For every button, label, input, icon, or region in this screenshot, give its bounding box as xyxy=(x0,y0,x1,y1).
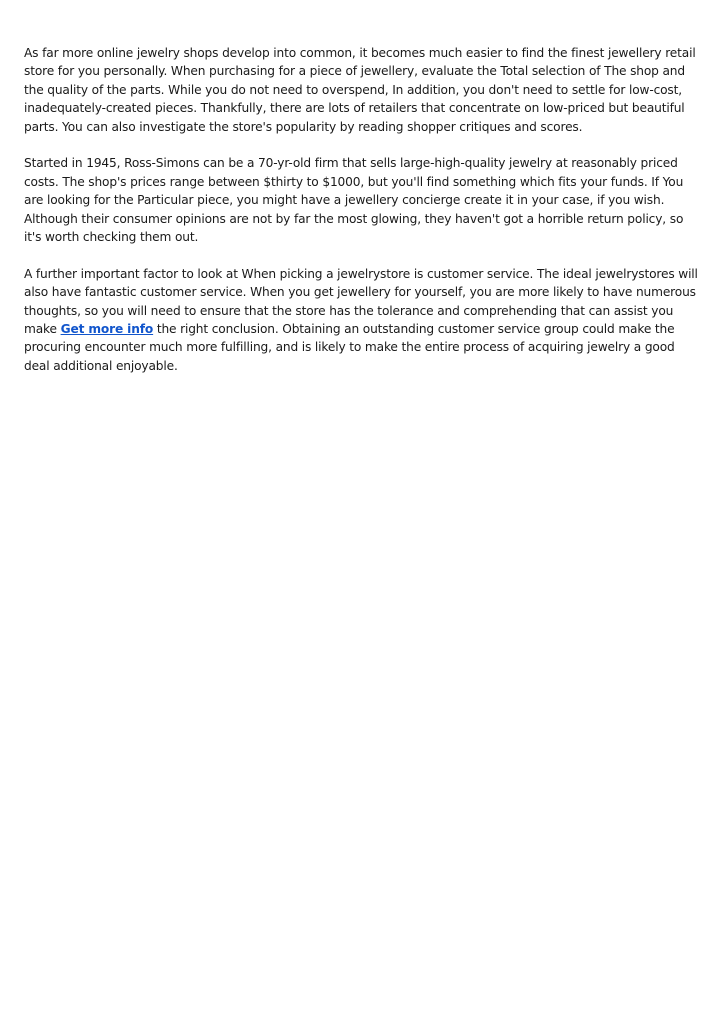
paragraph-1: As far more online jewelry shops develop into common, it becomes much easier to find the finest jewellery retail store for you personally. When purchasing for a piece of jewellery, evaluate the Total selection of The shop and the quality of the parts. While you do not need to overspend, In addition, you don't need to settle for low-cost, inadequately-created pieces. Thankfully, there are lots of retailers that concentrate on low-priced but beautiful parts. You can also investigate the store's popularity by reading shopper critiques and scores. xyxy=(24,46,696,134)
paragraph-2: Started in 1945, Ross-Simons can be a 70-yr-old firm that sells large-high-quality jewelry at reasonably priced costs. The shop's prices range between $thirty to $1000, but you'll find something which fits your funds. If You are looking for the Particular piece, you might have a jewellery concierge create it in your case, if you wish. Although their consumer opinions are not by far the most glowing, they haven't got a horrible return policy, so it's worth checking them out. xyxy=(24,156,684,245)
document-body xyxy=(24,44,698,394)
paragraph-3-text-before: A further important factor to look at When picking a jewelrystore is customer service. The ideal jewelrystores will also have fantastic customer service. When you get jewellery for yourself, you are more likely to have numerous thoughts, so you will need to ensure that the store has the tolerance and comprehending that can assist you make xyxy=(24,266,698,337)
paragraph-3 xyxy=(24,265,698,375)
paragraph-3-text-after: the right conclusion. Obtaining an outstanding customer service group could make the procuring encounter much more fulfilling, and is likely to make the entire process of acquiring jewelry a good deal additional enjoyable. xyxy=(24,322,675,373)
get-more-info-link[interactable]: Get more info xyxy=(60,322,154,337)
